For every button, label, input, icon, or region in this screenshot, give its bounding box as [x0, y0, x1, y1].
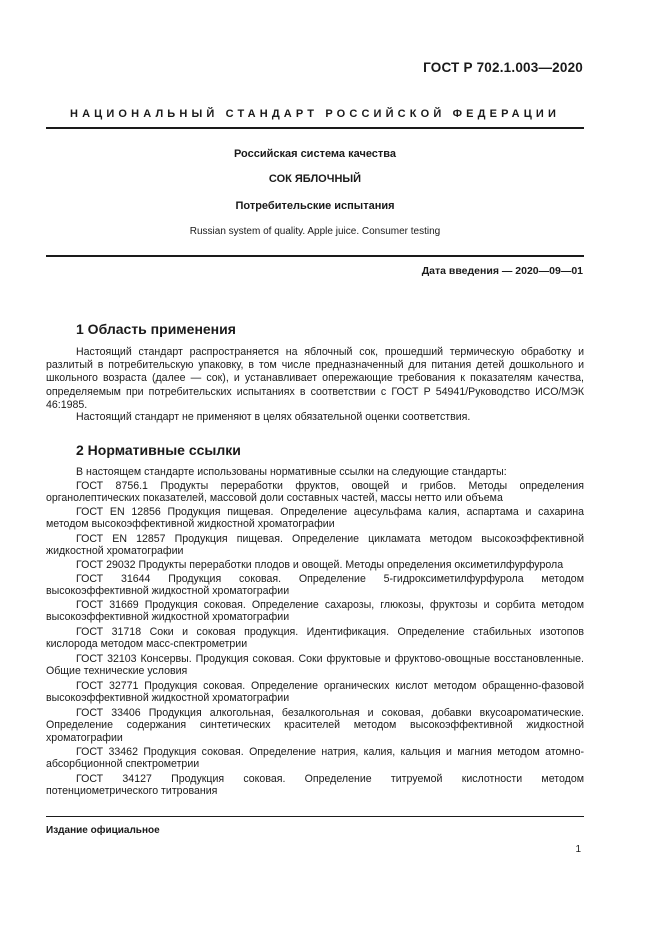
reference-item: ГОСТ 34127 Продукция соковая. Определение титруемой кислотности методом потенциометрического титрования	[46, 773, 584, 798]
national-standard-heading: НАЦИОНАЛЬНЫЙ СТАНДАРТ РОССИЙСКОЙ ФЕДЕРАЦИИ	[69, 108, 561, 120]
bottom-rule	[46, 255, 584, 257]
references-intro: В настоящем стандарте использованы нормативные ссылки на следующие стандарты:	[76, 466, 507, 478]
reference-item: ГОСТ 31644 Продукция соковая. Определение 5-гидроксиметилфурфурола методом высокоэффективной жидкостной хроматографии	[46, 573, 584, 598]
reference-item: ГОСТ 32771 Продукция соковая. Определение органических кислот методом обращенно-фазовой высокоэффективной жидкостной хроматографии	[46, 680, 584, 705]
page-number: 1	[575, 844, 581, 855]
reference-item: ГОСТ EN 12856 Продукция пищевая. Определение ацесульфама калия, аспартама и сахарина методом высокоэффективной жидкостной хроматографии	[46, 506, 584, 531]
edition-label: Издание официальное	[46, 825, 160, 836]
reference-item: ГОСТ 8756.1 Продукты переработки фруктов, овощей и грибов. Методы определения органолептических показателей, массовой доли составных частей, массы нетто или объема	[46, 480, 584, 505]
reference-item: ГОСТ 31669 Продукция соковая. Определение сахарозы, глюкозы, фруктозы и сорбита методом высокоэффективной жидкостной хроматографии	[46, 599, 584, 624]
product-title: СОК ЯБЛОЧНЫЙ	[268, 173, 362, 185]
gost-code: ГОСТ Р 702.1.003—2020	[423, 60, 583, 75]
reference-item: ГОСТ 32103 Консервы. Продукция соковая. Соки фруктовые и фруктово-овощные восстановленные. Общие технические условия	[46, 653, 584, 678]
reference-item: ГОСТ EN 12857 Продукция пищевая. Определение цикламата методом высокоэффективной жидкостной хроматографии	[46, 533, 584, 558]
introduction-date: Дата введения — 2020—09—01	[421, 265, 583, 277]
english-title: Russian system of quality. Apple juice. Consumer testing	[189, 226, 441, 237]
footer-rule	[46, 816, 584, 817]
quality-system-title: Российская система качества	[233, 148, 397, 160]
section-heading: 2 Нормативные ссылки	[76, 442, 241, 458]
subject-title: Потребительские испытания	[235, 200, 395, 212]
paragraph: Настоящий стандарт не применяют в целях обязательной оценки соответствия.	[76, 411, 471, 423]
section-heading: 1 Область применения	[76, 321, 236, 337]
reference-item: ГОСТ 33406 Продукция алкогольная, безалкогольная и соковая, добавки вкусоароматические. Определение содержания синтетических красителей методом высокоэффективной жидкостной хроматографии	[46, 707, 584, 744]
reference-item: ГОСТ 33462 Продукция соковая. Определение натрия, калия, кальция и магния методом атомно-абсорбционной спектрометрии	[46, 746, 584, 771]
paragraph: Настоящий стандарт распространяется на яблочный сок, прошедший термическую обработку и разлитый в потребительскую упаковку, в том числе предназначенный для питания детей дошкольного и школьного возраста (далее — сок), и устанавливает опережающие требования к показателям качества, определяемым при потребительских испытаниях в соответствии с ГОСТ Р 54941/Руководство ИСО/МЭК 46:1985.	[46, 346, 584, 411]
reference-item: ГОСТ 31718 Соки и соковая продукция. Идентификация. Определение стабильных изотопов кислорода методом масс-спектрометрии	[46, 626, 584, 651]
reference-item: ГОСТ 29032 Продукты переработки плодов и овощей. Методы определения оксиметилфурфурола	[76, 559, 564, 571]
top-rule	[46, 127, 584, 129]
